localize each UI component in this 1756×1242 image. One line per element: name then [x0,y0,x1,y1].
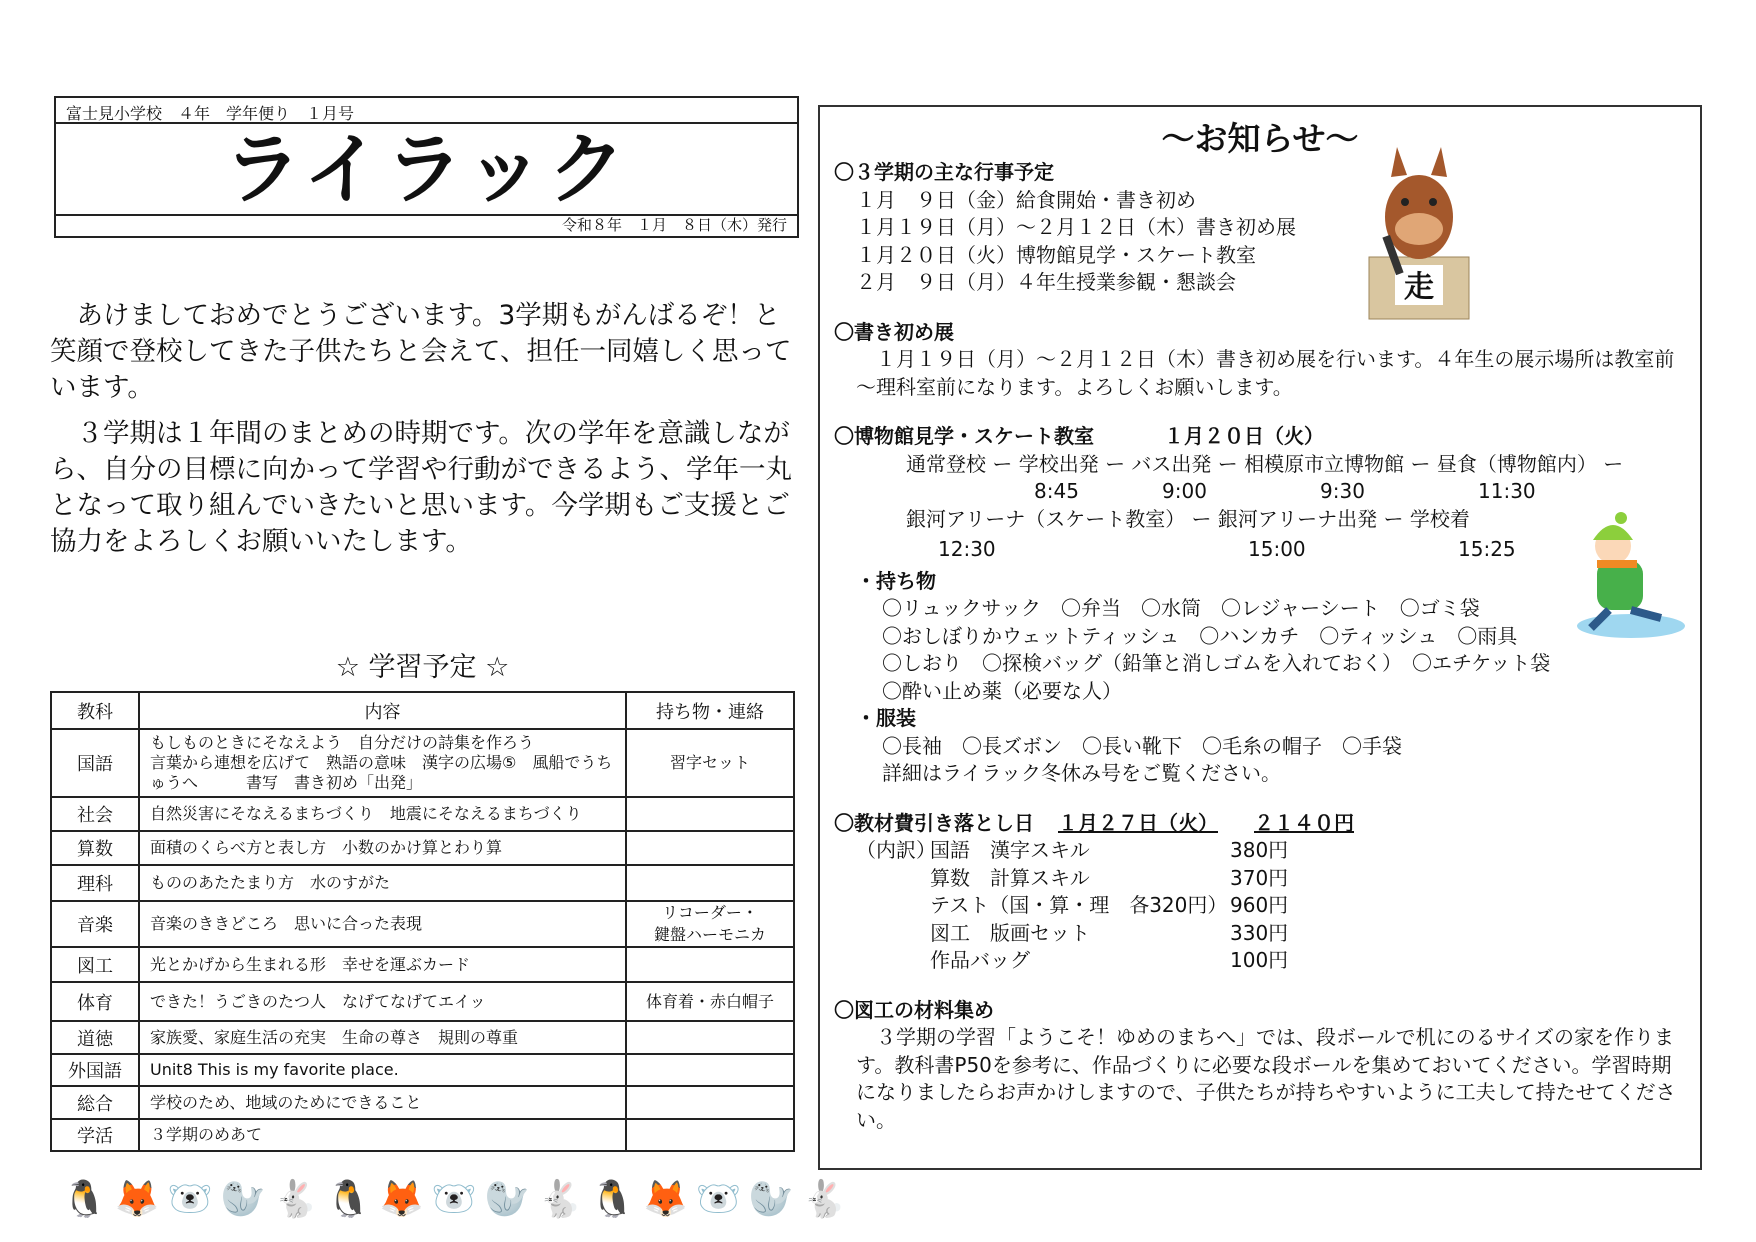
schedule-times-2 [834,536,1686,564]
fee-item [834,837,1686,865]
schedule-line-1: 通常登校 ー 学校出発 ー バス出発 ー 相模原市立博物館 ー 昼食（博物館内） ー [906,451,1624,476]
fee-amount: 330円 [1230,920,1289,945]
rabbit-icon: 🐇 [273,1179,319,1220]
items-cell [626,1054,794,1086]
subject-cell: 道徳 [51,1021,139,1054]
table-row [51,865,794,901]
fees-heading-text: 〇教材費引き落とし日 [834,810,1034,835]
belongings-label: ・持ち物 [856,568,936,593]
event-item: １月１９日（月）～２月１２日（木）書き初め展 [856,215,1296,239]
fee-item [834,920,1686,948]
items-cell [626,1021,794,1054]
study-plan-title: ☆ 学習予定 ☆ [335,652,510,683]
fee-name: テスト（国・算・理 各320円） [930,893,1228,917]
belongings-line: 〇しおり 〇探検バッグ（鉛筆と消しゴムを入れておく） 〇エチケット袋 [882,651,1551,675]
time: 11:30 [1478,479,1536,503]
museum-date: １月２０日（火） [1164,424,1324,448]
table-row [51,1021,794,1054]
calligraphy-body: １月１９日（月）～２月１２日（木）書き初め展を行います。４年生の展示場所は教室前～理科室前になります。よろしくお願いします。 [856,347,1675,399]
table-row [51,797,794,831]
content-cell: Unit8 This is my favorite place. [139,1054,626,1086]
items-cell: リコーダー・ 鍵盤ハーモニカ [626,901,794,947]
subject-cell: 算数 [51,831,139,865]
event-item: １月 ９日（金）給食開始・書き初め [856,187,1196,212]
subject-cell: 総合 [51,1086,139,1119]
penguin-icon: 🐧 [590,1179,636,1220]
fees-heading [834,810,1686,838]
fee-item [834,892,1686,920]
table-row [51,947,794,982]
table-row [51,982,794,1021]
items-cell: 習字セット [626,729,794,797]
subject-cell: 外国語 [51,1054,139,1086]
fee-amount: 380円 [1230,838,1289,862]
content-cell: 学校のため、地域のためにできること [139,1086,626,1119]
event-item: １月２０日（火）博物館見学・スケート教室 [856,242,1256,267]
greeting-paragraph: ３学期は１年間のまとめの時期です。次の学年を意識しながら、自分の目標に向かって学習や行動ができるよう、学年一丸となって取り組んでいきたいと思います。今学期もご支援とご協力をよろしくお願いいたします。 [50,418,792,557]
penguin-icon: 🐧 [326,1179,371,1220]
time: 9:30 [1320,479,1365,503]
time: 15:25 [1458,537,1516,561]
content-cell: もののあたたまり方 水のすがた [139,865,626,901]
content-cell: 光とかげから生まれる形 幸せを運ぶカード [139,947,626,982]
rabbit-icon: 🐇 [801,1179,847,1220]
col-header-subject: 教科 [51,692,139,729]
belongings-line: 〇酔い止め薬（必要な人） [882,678,1122,703]
event-item: ２月 ９日（月）４年生授業参観・懇談会 [856,270,1236,294]
fee-name: 算数 計算スキル [930,865,1090,890]
fox-icon: 🦊 [378,1179,424,1220]
rabbit-icon: 🐇 [537,1179,583,1220]
items-cell [626,865,794,901]
subject-cell: 学活 [51,1119,139,1151]
content-cell: 自然災害にそなえるまちづくり 地震にそなえるまちづくり [139,797,626,831]
fee-item [834,865,1686,893]
time: 9:00 [1162,479,1207,503]
items-cell [626,947,794,982]
table-row [51,831,794,865]
seal-icon: 🦭 [220,1179,266,1220]
clothing-line: 〇長袖 〇長ズボン 〇長い靴下 〇毛糸の帽子 〇手袋 [882,733,1402,758]
table-row [51,1119,794,1151]
fee-name: 図工 版画セット [930,920,1090,945]
art-heading: 〇図工の材料集め [834,997,994,1022]
animal-border-decoration [62,1178,847,1230]
notice-title: ～お知らせ～ [1161,119,1359,158]
bear-icon: 🐻‍❄️ [695,1179,741,1220]
content-cell: 家族愛、家庭生活の充実 生命の尊さ 規則の尊重 [139,1021,626,1054]
newsletter-subtitle: 富士見小学校 ４年 学年便り １月号 [56,98,797,124]
col-header-content: 内容 [139,692,626,729]
fee-amount: 370円 [1230,865,1289,890]
schedule-times-1 [834,478,1686,506]
fee-name: 作品バッグ [930,948,1030,972]
time: 12:30 [938,537,996,561]
details-note: 詳細はライラック冬休み号をご覧ください。 [882,761,1281,785]
child-skating-illustration [1561,510,1685,640]
fees-total: ２１４０円 [1254,810,1354,835]
seal-icon: 🦭 [484,1179,530,1220]
study-plan-table [50,691,795,1152]
subject-cell: 体育 [51,982,139,1021]
schedule-line-2: 銀河アリーナ（スケート教室） ー 銀河アリーナ出発 ー 学校着 [906,506,1470,531]
fee-breakdown-label: （内訳） [856,838,936,862]
time: 8:45 [1034,479,1079,503]
items-cell [626,831,794,865]
content-cell: ３学期のめあて [139,1119,626,1151]
bear-icon: 🐻‍❄️ [167,1179,213,1220]
table-row [51,729,794,797]
content-cell: もしものときにそなえよう 自分だけの詩集を作ろう 言葉から連想を広げて 熟語の意味 漢字の広場⑤ 風船でうちゅうへ 書写 書き初め「出発」 [139,729,626,797]
calligraphy-heading: 〇書き初め展 [834,319,954,344]
content-cell: 面積のくらべ方と表し方 小数のかけ算とわり算 [139,831,626,865]
table-row [51,901,794,947]
horse-calligraphy-illustration [1365,147,1473,323]
items-cell [626,797,794,831]
greeting-paragraph: あけましておめでとうございます。3学期もがんばるぞ！と笑顔で登校してきた子供たちと会えて、担任一同嬉しく思っています。 [50,300,792,403]
bear-icon: 🐻‍❄️ [431,1179,477,1220]
art-body: ３学期の学習「ようこそ！ゆめのまちへ」では、段ボールで机にのるサイズの家を作ります。教科書P50を参考に、作品づくりに必要な段ボールを集めておいてください。学習時期になりましたらお声かけしますので、子供たちが持ちやすいように工夫して持たせてください。 [856,1025,1676,1132]
fox-icon: 🦊 [114,1179,160,1220]
subject-cell: 図工 [51,947,139,982]
table-row [51,1086,794,1119]
museum-heading-text: 〇博物館見学・スケート教室 [834,424,1094,448]
subject-cell: 理科 [51,865,139,901]
newsletter-header [54,96,799,238]
fee-amount: 100円 [1230,948,1289,972]
fee-name: 国語 漢字スキル [930,838,1090,862]
table-row [51,1054,794,1086]
greeting [50,298,802,570]
svg-text:走: 走 [1404,270,1434,305]
fee-item [834,947,1686,975]
content-cell: できた！うごきのたつ人 なげてなげてエイッ [139,982,626,1021]
col-header-items: 持ち物・連絡 [626,692,794,729]
subject-cell: 社会 [51,797,139,831]
clothing-label: ・服装 [856,706,916,730]
belongings-line: 〇リュックサック 〇弁当 〇水筒 〇レジャーシート 〇ゴミ袋 [882,596,1480,620]
events-heading: 〇３学期の主な行事予定 [834,160,1054,184]
subject-cell: 国語 [51,729,139,797]
museum-heading [834,423,1686,451]
items-cell [626,1119,794,1151]
newsletter-title: ライラック [56,124,797,216]
fees-date [1058,811,1354,835]
time: 15:00 [1248,537,1306,561]
issue-date: 令和８年 １月 ８日（木）発行 [561,216,787,234]
content-cell: 音楽のききどころ 思いに合った表現 [139,901,626,947]
subject-cell: 音楽 [51,901,139,947]
seal-icon: 🦭 [748,1179,794,1220]
penguin-icon: 🐧 [62,1179,107,1220]
items-cell [626,1086,794,1119]
items-cell: 体育着・赤白帽子 [626,982,794,1021]
fees-date-text: １月２７日（火） [1058,810,1218,835]
fee-amount: 960円 [1230,893,1289,917]
fox-icon: 🦊 [643,1179,688,1220]
belongings-line: 〇おしぼりかウェットティッシュ 〇ハンカチ 〇ティッシュ 〇雨具 [882,623,1518,648]
